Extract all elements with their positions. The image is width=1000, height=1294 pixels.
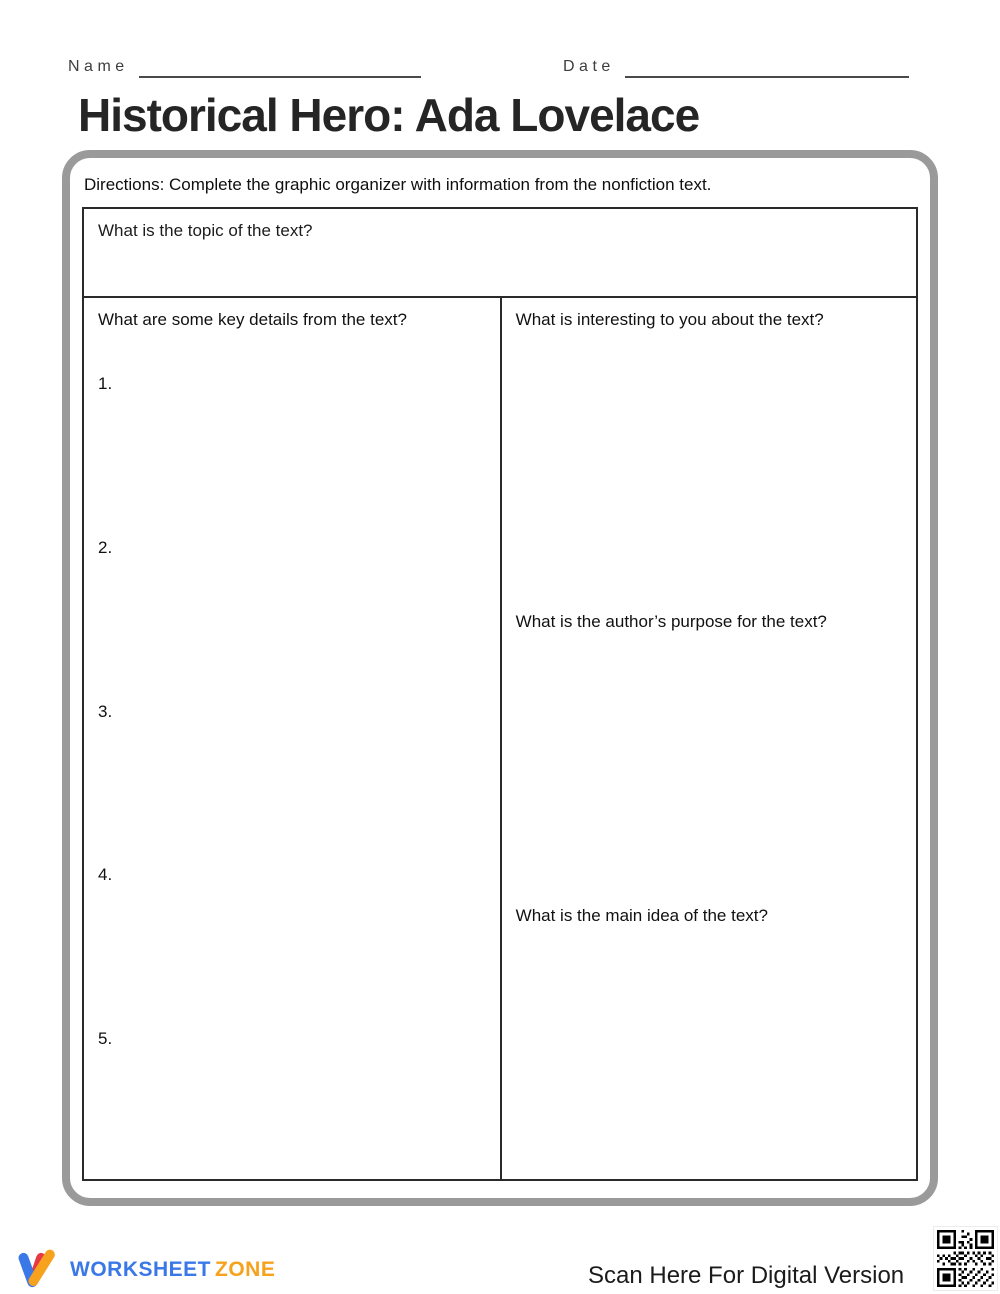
scan-here-text: Scan Here For Digital Version xyxy=(588,1262,905,1289)
brand-worksheet: WORKSHEET xyxy=(70,1258,211,1281)
detail-number-2: 2. xyxy=(98,538,113,557)
name-label: Name xyxy=(68,58,129,75)
date-input-line[interactable] xyxy=(625,58,909,78)
worksheet-frame xyxy=(62,150,938,1206)
main-idea-question: What is the main idea of the text? xyxy=(515,906,768,925)
worksheetzone-w-icon xyxy=(18,1248,62,1292)
directions-text: Directions: Complete the graphic organizer with information from the nonfiction text. xyxy=(84,175,712,194)
authors-purpose-question: What is the author’s purpose for the text? xyxy=(515,612,827,631)
key-details-question: What are some key details from the text? xyxy=(98,310,407,329)
date-field xyxy=(563,58,909,78)
brand-zone: ZONE xyxy=(215,1258,276,1281)
brand-text xyxy=(70,1258,275,1282)
name-input-line[interactable] xyxy=(139,58,421,78)
detail-number-5: 5. xyxy=(98,1029,113,1048)
detail-number-4: 4. xyxy=(98,865,113,884)
qr-code-icon xyxy=(934,1227,997,1290)
page-title: Historical Hero: Ada Lovelace xyxy=(78,89,700,141)
detail-number-1: 1. xyxy=(98,374,113,393)
organizer-columns xyxy=(84,298,916,1179)
detail-number-3: 3. xyxy=(98,702,113,721)
topic-answer-cell[interactable] xyxy=(84,209,916,298)
name-field xyxy=(68,58,421,78)
right-questions-cell[interactable] xyxy=(502,298,916,1179)
worksheetzone-logo xyxy=(18,1248,275,1292)
key-details-cell[interactable] xyxy=(84,298,502,1179)
graphic-organizer-table xyxy=(82,207,918,1181)
topic-question: What is the topic of the text? xyxy=(98,221,313,240)
date-label: Date xyxy=(563,58,615,75)
interesting-question: What is interesting to you about the text? xyxy=(515,310,824,329)
